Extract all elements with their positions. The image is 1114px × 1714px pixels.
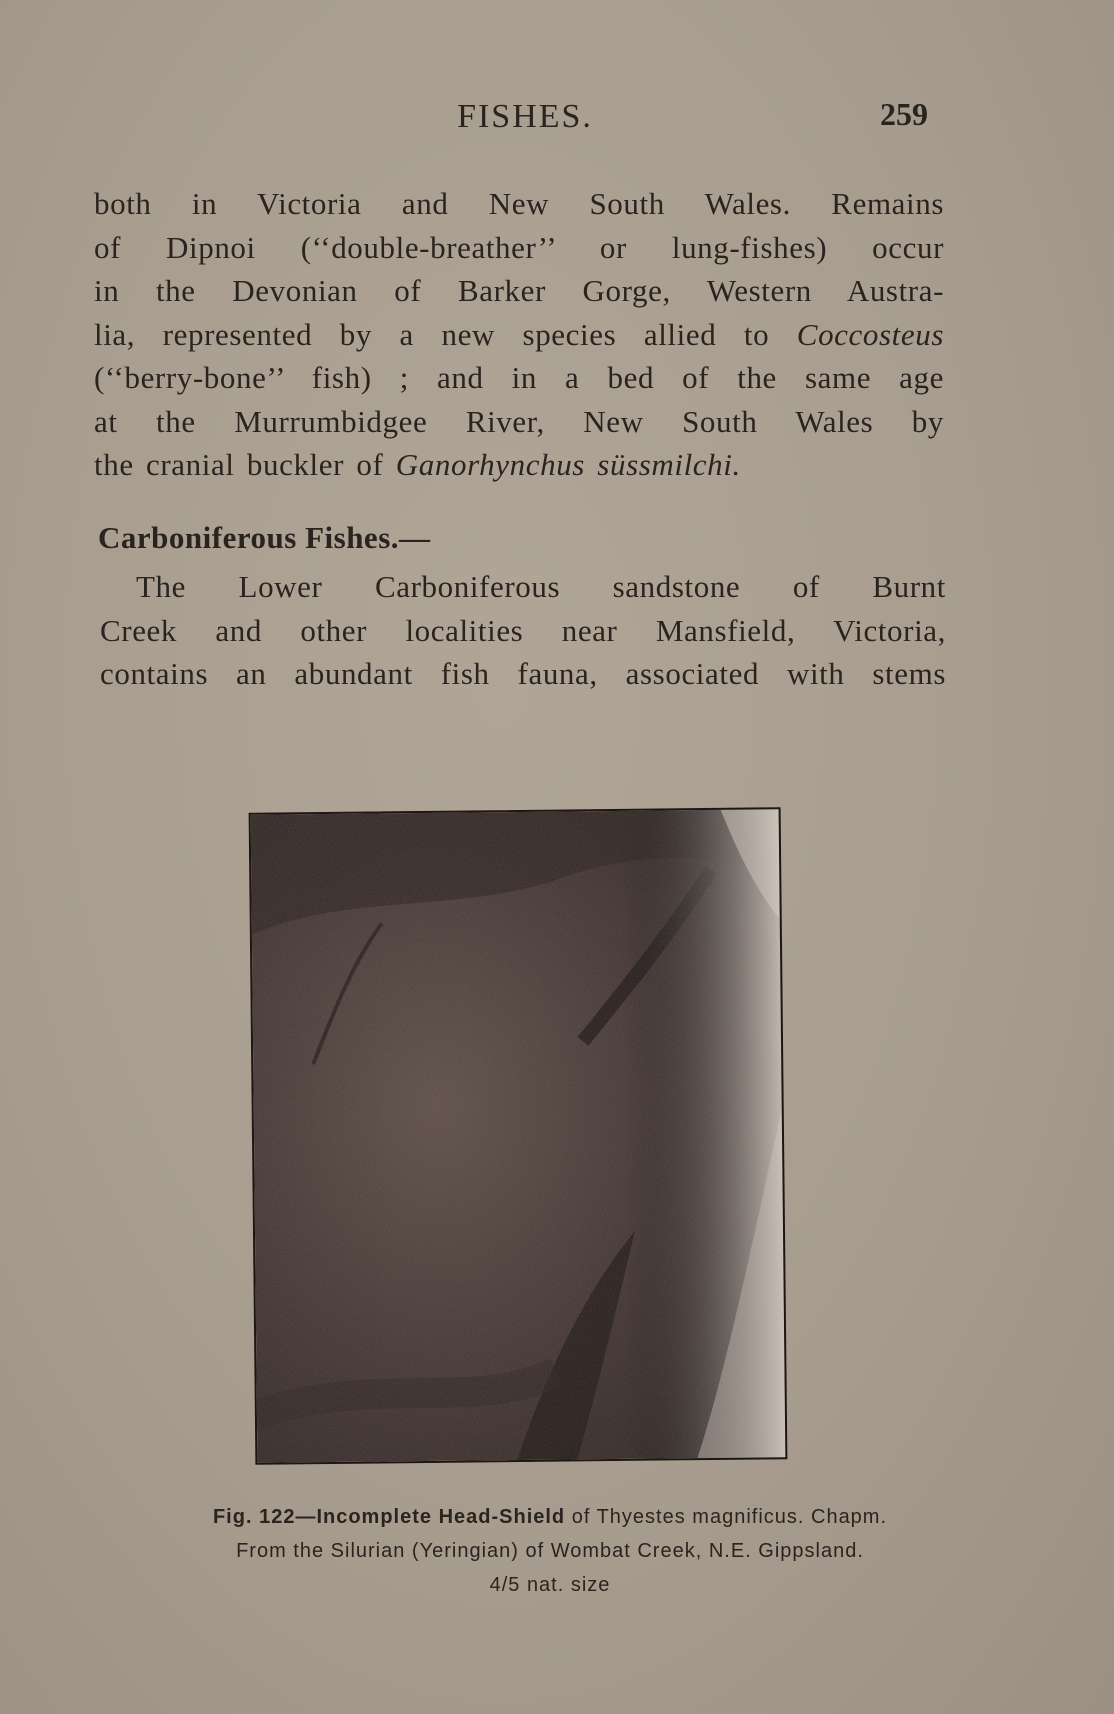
text-line: (‘‘berry-bone’’ fish) ; and in a bed of the same age	[94, 360, 944, 395]
text-line: contains an abundant fish fauna, associated with stems	[100, 656, 946, 691]
species-name: Ganorhynchus süssmilchi.	[395, 447, 741, 482]
section-heading: Carboniferous Fishes.—	[98, 520, 431, 555]
caption-line-2: From the Silurian (Yeringian) of Wombat Creek, N.E. Gippsland.	[236, 1540, 864, 1562]
text-segment: the cranial buckler of	[94, 447, 396, 482]
caption-line-1	[130, 1500, 970, 1534]
text-line: in the Devonian of Barker Gorge, Western Austra-	[94, 273, 944, 308]
caption-line-3: 4/5 nat. size	[489, 1574, 611, 1596]
text-line	[94, 443, 944, 487]
paragraph-2	[100, 565, 946, 696]
text-line: both in Victoria and New South Wales. Remains	[94, 186, 944, 221]
paragraph-1	[94, 182, 944, 487]
fossil-image	[251, 809, 786, 1462]
genus-name: Coccosteus	[796, 316, 944, 352]
text-line	[94, 313, 944, 357]
text-line: of Dipnoi (‘‘double-breather’’ or lung-fishes) occur	[94, 229, 944, 265]
fossil-photograph	[249, 807, 788, 1465]
text-line: Creek and other localities near Mansfield, Victoria,	[100, 612, 946, 648]
caption-figure-label: Fig. 122—Incomplete Head-Shield	[212, 1506, 566, 1528]
running-title: FISHES.	[457, 98, 593, 135]
text-line: at the Murrumbidgee River, New South Wales by	[94, 403, 944, 439]
figure-caption	[130, 1500, 970, 1602]
page-number: 259	[880, 96, 928, 132]
text-segment: lia, represented by a new species allied to	[94, 316, 797, 352]
text-line: The Lower Carboniferous sandstone of Burnt	[136, 569, 946, 604]
caption-species: of Thyestes magnificus. Chapm.	[565, 1506, 888, 1528]
